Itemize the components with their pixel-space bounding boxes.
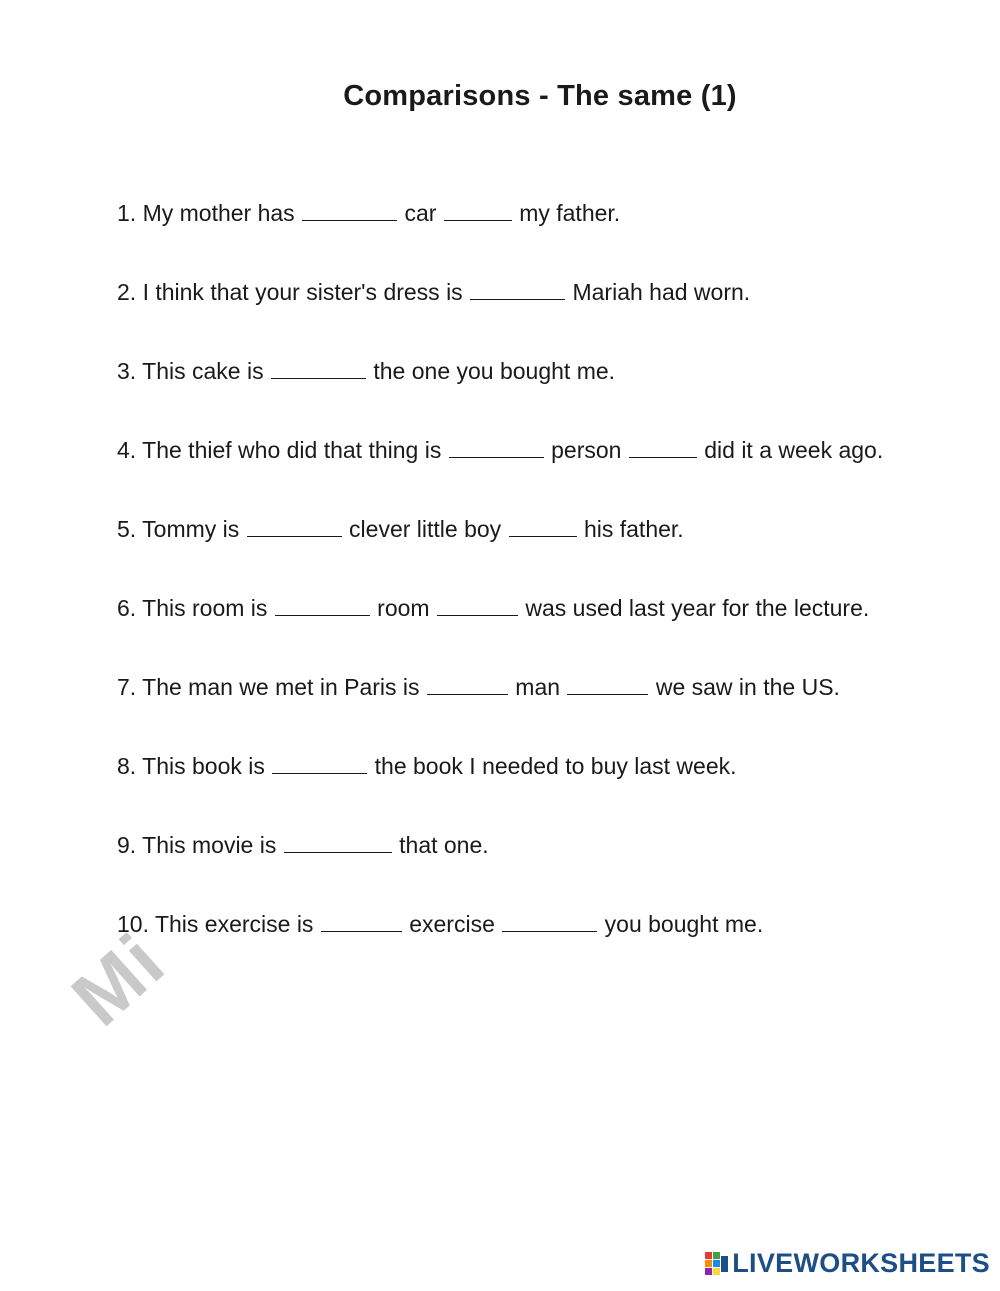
exercise-text: car (398, 200, 443, 226)
answer-blank[interactable] (629, 431, 697, 458)
exercise-text: was used last year for the lecture. (518, 595, 870, 621)
exercise-text: that one. (392, 832, 489, 858)
exercise-item (117, 352, 883, 431)
exercise-item (117, 747, 883, 826)
answer-blank[interactable] (509, 510, 577, 537)
exercise-item (117, 589, 883, 668)
answer-blank[interactable] (427, 668, 508, 695)
exercise-text: did it a week ago. (697, 437, 884, 463)
liveworksheets-logo-icon (705, 1252, 729, 1276)
answer-blank[interactable] (321, 905, 402, 932)
exercise-text: 5. Tommy is (117, 516, 246, 542)
exercise-text: 2. I think that your sister's dress is (117, 279, 470, 305)
answer-blank[interactable] (272, 747, 367, 774)
exercise-text: the book I needed to buy last week. (368, 753, 737, 779)
exercise-text: 9. This movie is (117, 832, 283, 858)
branding[interactable] (705, 1248, 990, 1279)
exercise-text: person (544, 437, 628, 463)
brand-name: LIVEWORKSHEETS (732, 1248, 990, 1278)
worksheet-title: Comparisons - The same (1) (343, 80, 737, 112)
exercise-text: room (370, 595, 436, 621)
watermark-text: Mi (55, 916, 182, 1043)
answer-blank[interactable] (470, 273, 565, 300)
exercise-text: exercise (402, 911, 502, 937)
answer-blank[interactable] (275, 589, 370, 616)
exercise-text: you bought me. (598, 911, 764, 937)
exercise-item (117, 431, 883, 510)
exercise-text: the one you bought me. (366, 358, 616, 384)
exercise-item (117, 194, 883, 273)
answer-blank[interactable] (502, 905, 597, 932)
answer-blank[interactable] (271, 352, 366, 379)
exercise-text: we saw in the US. (649, 674, 840, 700)
exercise-text: Mariah had worn. (566, 279, 751, 305)
answer-blank[interactable] (437, 589, 518, 616)
exercise-text: 6. This room is (117, 595, 274, 621)
exercise-text: 10. This exercise is (117, 911, 320, 937)
exercise-text: my father. (512, 200, 621, 226)
exercise-item (117, 273, 883, 352)
answer-blank[interactable] (444, 194, 512, 221)
exercise-text: his father. (577, 516, 684, 542)
exercise-text: 3. This cake is (117, 358, 270, 384)
exercise-text: clever little boy (342, 516, 508, 542)
exercise-text: 1. My mother has (117, 200, 302, 226)
answer-blank[interactable] (449, 431, 544, 458)
exercise-text: man (508, 674, 567, 700)
answer-blank[interactable] (302, 194, 397, 221)
exercise-item (117, 668, 883, 747)
exercise-item (117, 510, 883, 589)
exercise-text: 8. This book is (117, 753, 272, 779)
exercise-text: 7. The man we met in Paris is (117, 674, 426, 700)
answer-blank[interactable] (567, 668, 648, 695)
exercise-text: 4. The thief who did that thing is (117, 437, 448, 463)
answer-blank[interactable] (247, 510, 342, 537)
